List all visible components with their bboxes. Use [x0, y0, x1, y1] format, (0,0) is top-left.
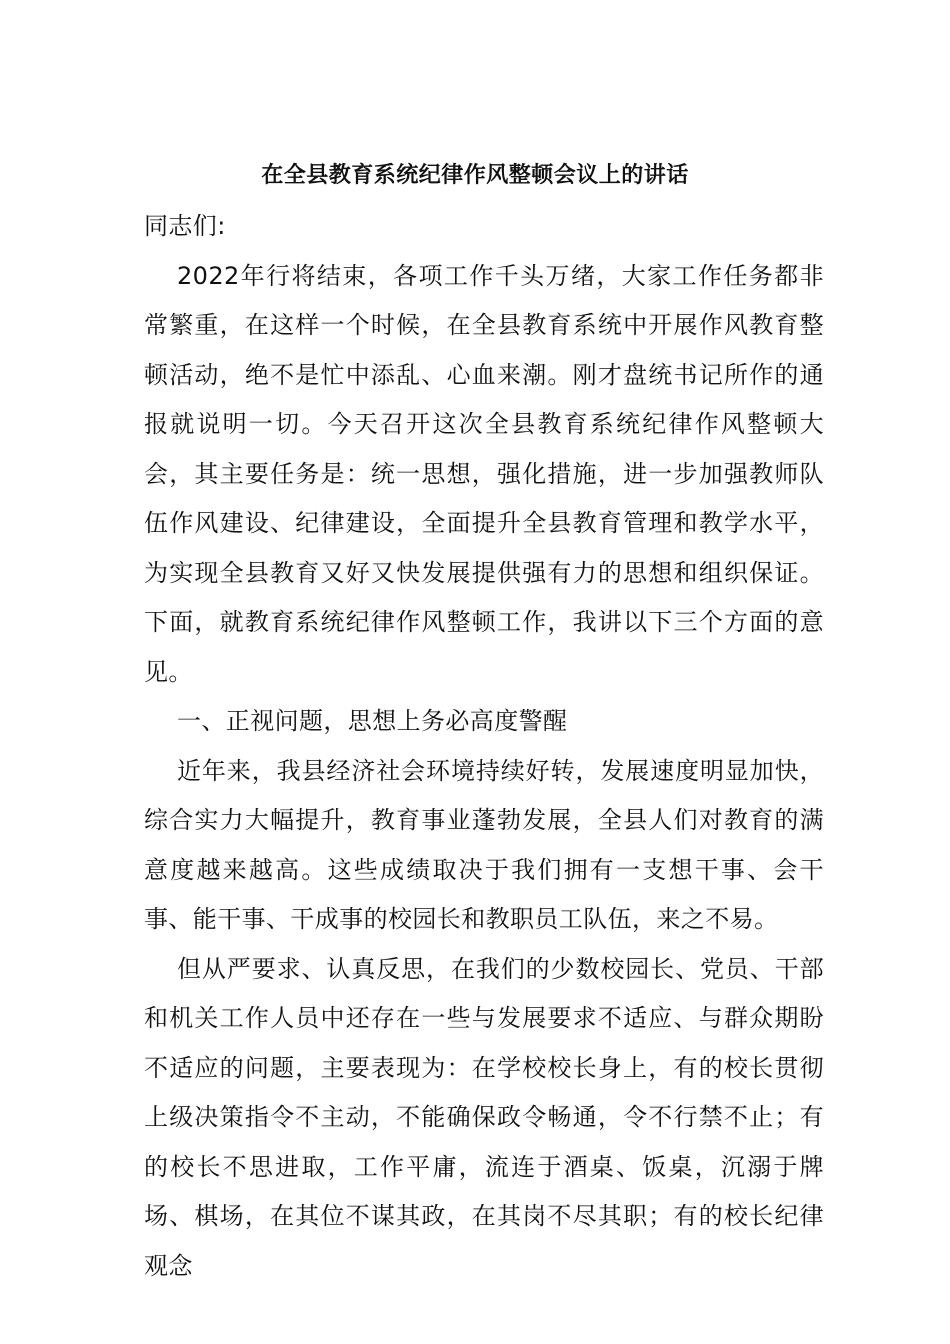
- section-heading-1: 一、正视问题，思想上务必高度警醒: [177, 707, 568, 735]
- paragraph-achievements: 近年来，我县经济社会环境持续好转，发展速度明显加快，综合实力大幅提升，教育事业蓬勃发展，全县人们对教育的满意度越来越高。这些成绩取决于我们拥有一支想干事、会干事、能干事、干成事的校园长和教职员工队伍，来之不易。: [144, 756, 824, 933]
- document-body: [144, 202, 824, 1291]
- salutation: 同志们:: [144, 212, 226, 240]
- document-title: 在全县教育系统纪律作风整顿会议上的讲话: [261, 163, 689, 188]
- paragraph-problems: 但从严要求、认真反思，在我们的少数校园长、党员、干部和机关工作人员中还存在一些与发展要求不适应、与群众期盼不适应的问题，主要表现为：在学校校长身上，有的校长贯彻上级决策指令不主动，不能确保政令畅通，令不行禁不止；有的校长不思进取，工作平庸，流连于酒桌、饭桌，沉溺于牌场、棋场，在其位不谋其政，在其岗不尽其职；有的校长纪律观念: [144, 954, 824, 1280]
- paragraph-opening: 2022年行将结束，各项工作千头万绪，大家工作任务都非常繁重，在这样一个时候，在全县教育系统中开展作风教育整顿活动，绝不是忙中添乱、心血来潮。刚才盘统书记所作的通报就说明一切。今天召开这次全县教育系统纪律作风整顿大会，其主要任务是：统一思想，强化措施，进一步加强教师队伍作风建设、纪律建设，全面提升全县教育管理和教学水平，为实现全县教育又好又快发展提供强有力的思想和组织保证。下面，就教育系统纪律作风整顿工作，我讲以下三个方面的意见。: [144, 261, 824, 686]
